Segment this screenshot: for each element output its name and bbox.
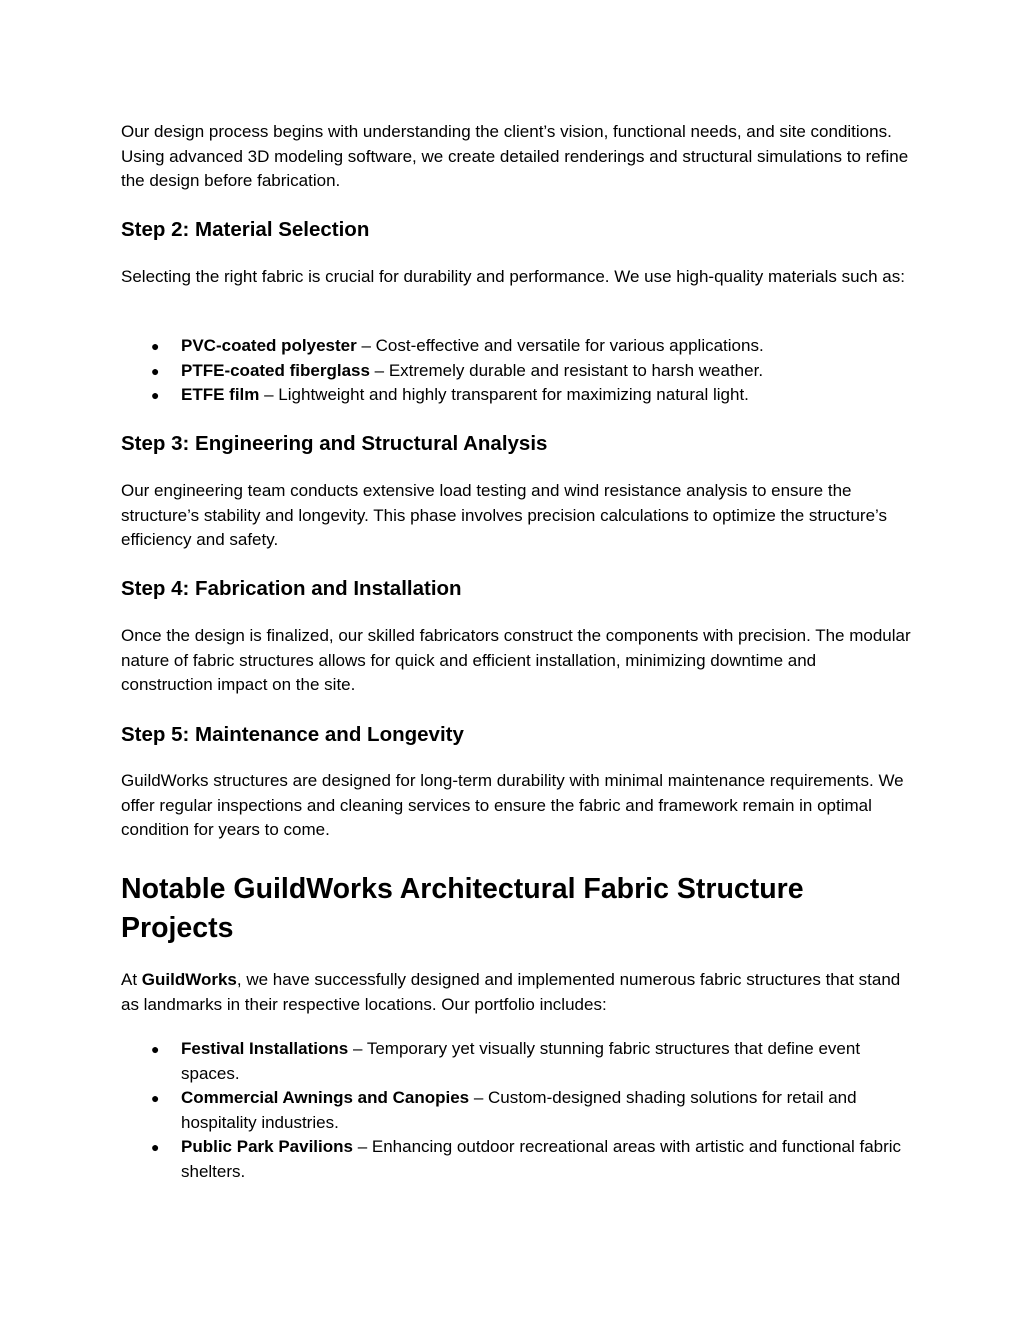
- projects-intro-suffix: , we have successfully designed and implemented numerous fabric structures that stand as landmarks in their respective locations. Our portfolio includes:: [121, 970, 901, 1014]
- project-name: Commercial Awnings and Canopies: [181, 1088, 470, 1107]
- list-item: [121, 1135, 911, 1184]
- material-name: PTFE-coated fiberglass: [181, 360, 370, 380]
- intro-paragraph: Our design process begins with understanding the client’s vision, functional needs, and site conditions. Using advanced 3D modeling software, we create detailed renderings and structural simulations to refine the design before fabrication.: [121, 122, 909, 190]
- project-description: – Temporary yet visually stunning fabric structures that define event spaces.: [181, 1039, 861, 1083]
- step4-heading: Step 4: Fabrication and Installation: [121, 577, 462, 600]
- projects-intro-prefix: At: [121, 970, 142, 989]
- bullet-icon: ●: [151, 1139, 160, 1155]
- list-item: [121, 359, 911, 384]
- materials-list: [121, 334, 911, 408]
- step5-paragraph: GuildWorks structures are designed for long-term durability with minimal maintenance requirements. We offer regular inspections and cleaning services to ensure the fabric and framework remain in optimal condition for years to come.: [121, 771, 904, 839]
- step3-heading: Step 3: Engineering and Structural Analysis: [121, 432, 548, 455]
- list-item: [121, 1037, 911, 1086]
- material-description: – Extremely durable and resistant to harsh weather.: [369, 360, 764, 380]
- bullet-icon: ●: [151, 1041, 160, 1057]
- projects-heading: Notable GuildWorks Architectural Fabric Structure Projects: [121, 873, 804, 944]
- bullet-icon: ●: [151, 362, 160, 379]
- bullet-icon: ●: [151, 387, 160, 403]
- bullet-icon: ●: [151, 338, 160, 354]
- project-description: – Custom-designed shading solutions for retail and hospitality industries.: [181, 1088, 857, 1132]
- step3-paragraph: Our engineering team conducts extensive load testing and wind resistance analysis to ensure the structure’s stability and longevity. This phase involves precision calculations to optimize the structure’s efficiency and safety.: [121, 481, 888, 549]
- material-description: – Lightweight and highly transparent for maximizing natural light.: [259, 385, 749, 404]
- material-name: PVC-coated polyester: [181, 336, 357, 355]
- material-description: – Cost-effective and versatile for various applications.: [356, 336, 764, 355]
- list-item: [121, 383, 911, 408]
- bullet-icon: ●: [151, 1090, 160, 1106]
- material-name: ETFE film: [181, 385, 260, 404]
- list-item: [121, 334, 911, 359]
- projects-intro: [121, 968, 911, 1017]
- step2-heading: Step 2: Material Selection: [121, 218, 370, 241]
- company-name: GuildWorks: [141, 970, 237, 989]
- step2-paragraph: Selecting the right fabric is crucial for durability and performance. We use high-quality materials such as:: [121, 267, 905, 286]
- step5-heading: Step 5: Maintenance and Longevity: [121, 723, 464, 746]
- project-name: Festival Installations: [181, 1039, 349, 1058]
- list-item: [121, 1086, 911, 1135]
- projects-list: [121, 1037, 911, 1184]
- project-name: Public Park Pavilions: [181, 1137, 353, 1156]
- step4-paragraph: Once the design is finalized, our skilled fabricators construct the components with precision. The modular nature of fabric structures allows for quick and efficient installation, minimizing downtime and construction impact on the site.: [121, 626, 911, 694]
- project-description: – Enhancing outdoor recreational areas with artistic and functional fabric shelters.: [181, 1137, 902, 1181]
